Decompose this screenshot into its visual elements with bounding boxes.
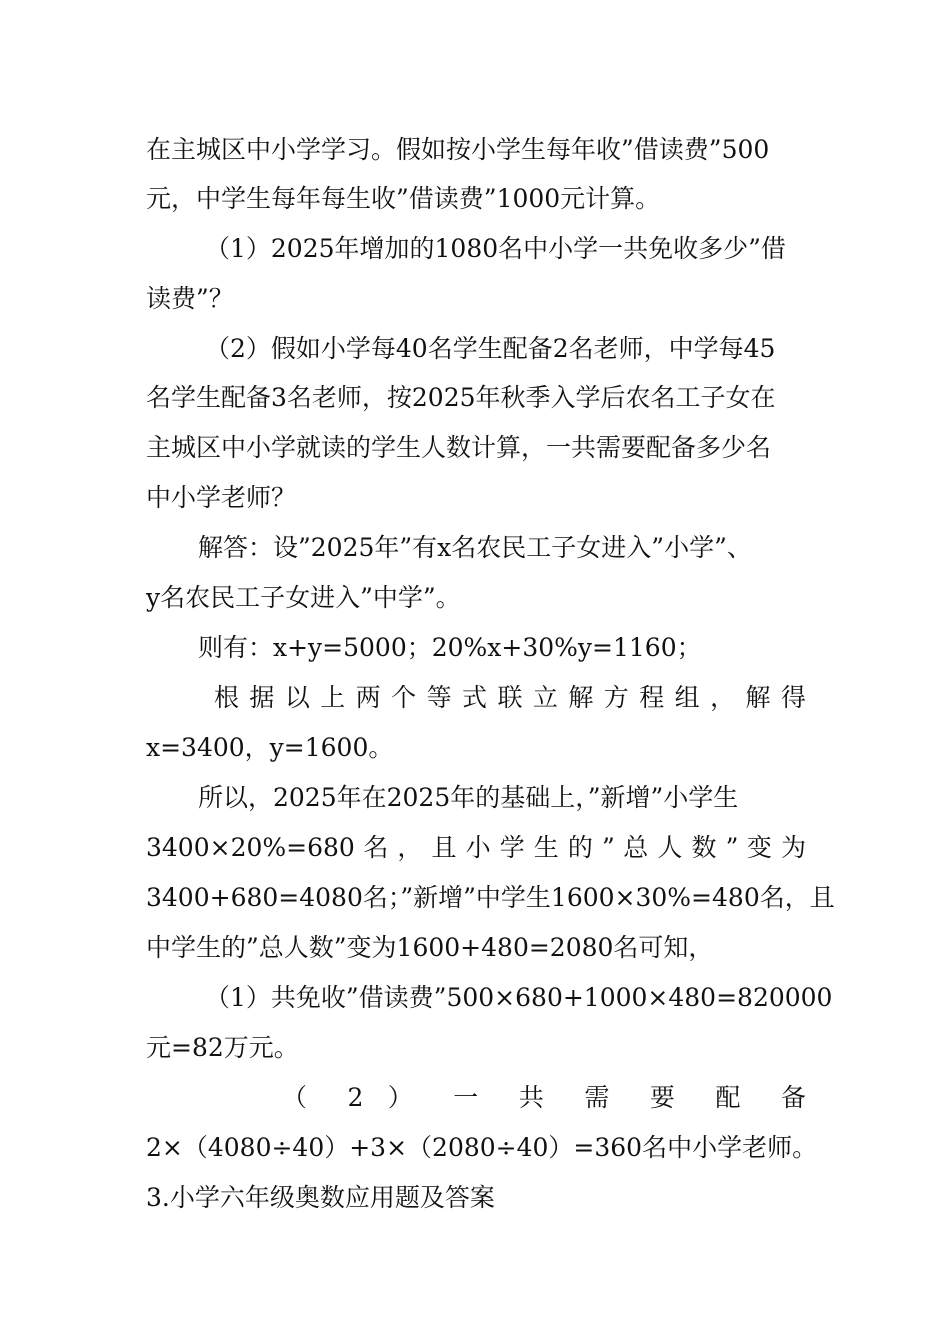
answer-line-2: y名农民工子女进入”中学”。 <box>146 583 461 612</box>
equation-line: 则有：x+y=5000；20%x+30%y=1160； <box>198 633 702 662</box>
question-2-line-4: 中小学老师？ <box>146 483 297 512</box>
solve-line-2: x=3400，y=1600。 <box>146 733 394 762</box>
paragraph-line-2: 元，中学生每年每生收”借读费”1000元计算。 <box>146 184 661 213</box>
answer-2-line-2: 2×（4080÷40）+3×（2080÷40）=360名中小学老师。 <box>146 1133 818 1162</box>
question-1-line-2: 读费”？ <box>146 284 234 313</box>
answer-1-line-2: 元=82万元。 <box>146 1033 299 1062</box>
question-2-line-2: 名学生配备3名老师，按2025年秋季入学后农名工子女在 <box>146 383 776 412</box>
result-line-3: 3400+680=4080名；”新增”中学生1600×30%=480名，且 <box>146 883 835 912</box>
result-line-2: 3400×20%=680 名 ， 且 小 学 生 的 ” 总 人 数 ” 变 为 <box>146 833 806 862</box>
answer-1-line-1: （1）共免收”借读费”500×680+1000×480=820000 <box>205 983 833 1012</box>
question-2-line-3: 主城区中小学就读的学生人数计算，一共需要配备多少名 <box>146 433 772 462</box>
result-line-4: 中学生的”总人数”变为1600+480=2080名可知， <box>146 933 714 962</box>
solve-line-1: 根 据 以 上 两 个 等 式 联 立 解 方 程 组 ， 解 得 <box>214 683 806 712</box>
paragraph-line-1: 在主城区中小学学习。假如按小学生每年收”借读费”500 <box>146 135 770 164</box>
section-heading: 3.小学六年级奥数应用题及答案 <box>146 1183 495 1212</box>
result-line-1: 所以，2025年在2025年的基础上，”新增”小学生 <box>198 783 739 812</box>
question-1-line-1: （1）2025年增加的1080名中小学一共免收多少”借 <box>205 234 786 263</box>
question-2-line-1: （2）假如小学每40名学生配备2名老师，中学每45 <box>205 334 776 363</box>
answer-line-1: 解答：设”2025年”有x名农民工子女进入”小学”、 <box>198 533 752 562</box>
answer-2-line-1: （ 2 ） 一 共 需 要 配 备 <box>282 1083 806 1112</box>
